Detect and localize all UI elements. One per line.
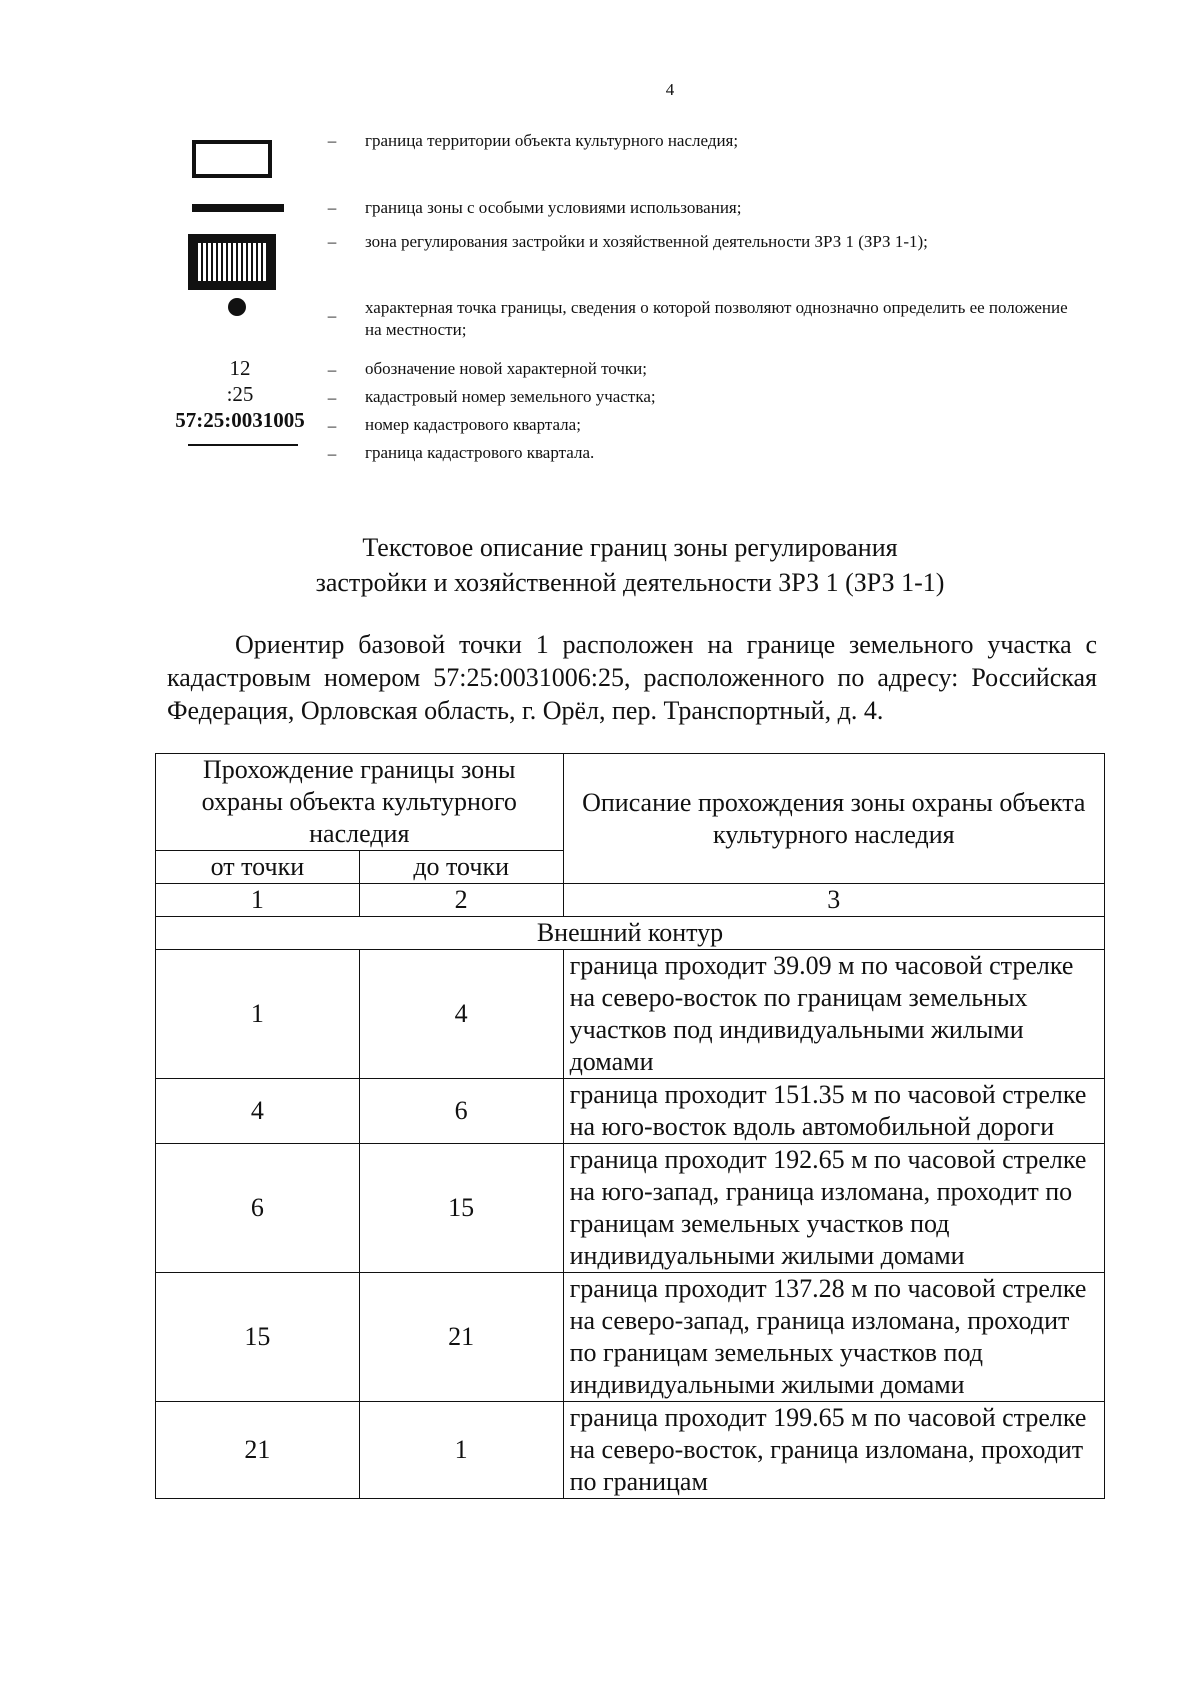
boundary-description: граница проходит 192.65 м по часовой стрелке на юго-запад, граница изломана, проходит по границам земельных участков под индивидуальными жилыми домами [563,1144,1104,1273]
legend-dash: – [327,198,337,217]
section-heading [160,530,1100,600]
section-row [156,917,1105,950]
from-point: 1 [156,950,360,1079]
to-point: 4 [359,950,563,1079]
legend-item-text: обозначение новой характерной точки; [365,359,647,378]
table-row [156,1079,1105,1144]
legend-item-text: кадастровый номер земельного участка; [365,387,656,406]
header-description-cell: Описание прохождения зоны охраны объекта культурного наследия [563,754,1104,884]
from-point: 15 [156,1273,360,1402]
to-point: 6 [359,1079,563,1144]
from-point: 6 [156,1144,360,1273]
base-point-paragraph: Ориентир базовой точки 1 расположен на границе земельного участка с кадастровым номером 57:25:0031006:25, расположенного по адресу: Российская Федерация, Орловская область, г. Орёл, пер. Транспортный, д. 4. [167,630,1097,725]
regulation-zone-hatch-symbol-icon [188,234,276,290]
section-title: Внешний контур [156,917,1105,950]
to-point: 15 [359,1144,563,1273]
heading-line-1: Текстовое описание границ зоны регулирования [362,533,898,562]
legend-dash: – [327,306,337,325]
column-number: 1 [156,884,360,917]
legend-dash: – [327,360,337,379]
legend-item-text: граница зоны с особыми условиями использования; [365,198,742,217]
to-point: 1 [359,1402,563,1499]
boundary-description: граница проходит 137.28 м по часовой стрелке на северо-запад, граница изломана, проходит по границам земельных участков под индивидуальными жилыми домами [563,1273,1104,1402]
header-to-point: до точки [359,851,563,884]
column-number-row [156,884,1105,917]
from-point: 4 [156,1079,360,1144]
heading-line-2: застройки и хозяйственной деятельности ЗРЗ 1 (ЗРЗ 1-1) [315,568,945,597]
special-zone-boundary-symbol-icon [192,204,284,212]
legend-symbol-cadastral-quarter: 57:25:0031005 [175,408,305,432]
boundary-description: граница проходит 199.65 м по часовой стрелке на северо-восток, граница изломана, проходит по границам [563,1402,1104,1499]
table-header-row [156,754,1105,851]
legend-symbol-point-number: 12 [229,356,251,380]
table-row [156,1144,1105,1273]
legend-dash: – [327,444,337,463]
boundary-description: граница проходит 39.09 м по часовой стрелке на северо-восток по границам земельных участков под индивидуальными жилыми домами [563,950,1104,1079]
legend-item-text: граница территории объекта культурного наследия; [365,131,739,150]
header-from-point: от точки [156,851,360,884]
table-row [156,1402,1105,1499]
legend-item-text: характерная точка границы, сведения о которой позволяют однозначно определить ее положение на местности; [365,298,1068,339]
territory-boundary-symbol-icon [192,140,272,178]
legend-dash: – [327,416,337,435]
legend-symbol-cadastral-number: :25 [226,382,254,406]
table-row [156,950,1105,1079]
characteristic-point-dot-icon [228,298,246,316]
header-group-cell: Прохождение границы зоны охраны объекта культурного наследия [156,754,564,851]
column-number: 3 [563,884,1104,917]
page-number: 4 [665,80,675,99]
boundary-description: граница проходит 151.35 м по часовой стрелке на юго-восток вдоль автомобильной дороги [563,1079,1104,1144]
column-number: 2 [359,884,563,917]
legend-dash: – [327,131,337,150]
boundary-table [155,753,1105,1499]
from-point: 21 [156,1402,360,1499]
cadastral-quarter-line-symbol-icon [188,444,298,446]
legend-item-text: зона регулирования застройки и хозяйственной деятельности ЗРЗ 1 (ЗРЗ 1-1); [365,232,928,251]
legend-dash: – [327,388,337,407]
legend-item-text: граница кадастрового квартала. [365,443,595,462]
table-row [156,1273,1105,1402]
legend-dash: – [327,232,337,251]
legend-item-text: номер кадастрового квартала; [365,415,581,434]
to-point: 21 [359,1273,563,1402]
